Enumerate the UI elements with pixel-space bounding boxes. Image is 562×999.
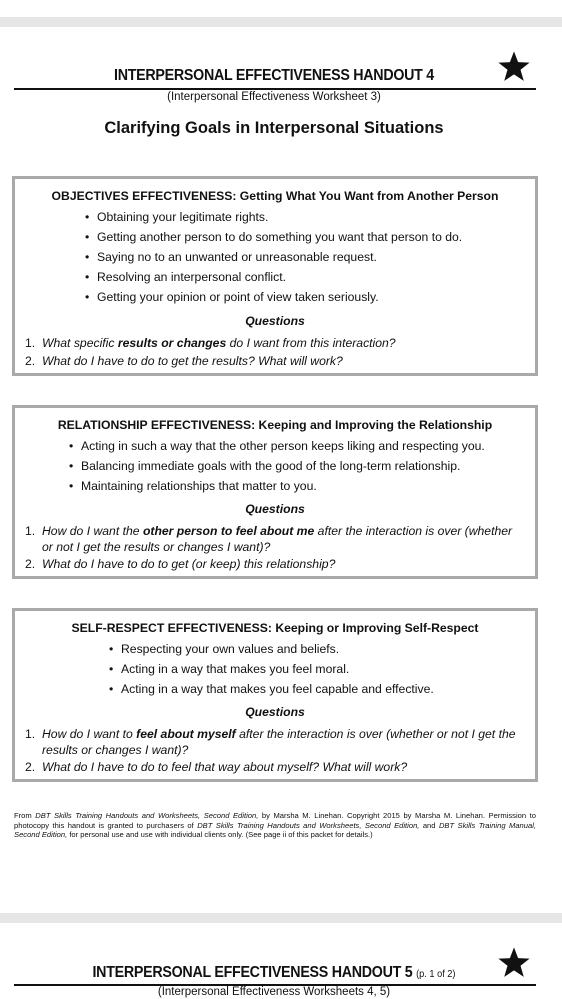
- question-number: 2.: [25, 557, 36, 571]
- relationship-question-1: 1. How do I want the other person to feel about me after the interaction is over (whether or not I get the results or changes I want)?: [25, 524, 513, 554]
- list-item: • Maintaining relationships that matter to you.: [81, 479, 317, 493]
- list-item: • Getting your opinion or point of view taken seriously.: [97, 290, 379, 304]
- star-icon: [497, 946, 531, 980]
- question-number: 1.: [25, 524, 36, 538]
- copyright-footer: From DBT Skills Training Handouts and Worksheets, Second Edition, by Marsha M. Linehan. Copyright 2015 by Marsha M. Linehan. Permission to photocopy this handout is granted to purchasers of DBT Skills Training Handouts and Worksheets, Second Edition, and DBT Skills Training Manual, Second Edition, for personal use and use with individual clients only. (See page ii of this packet for details.): [14, 811, 537, 840]
- question-number: 1.: [25, 727, 36, 741]
- page-title: Clarifying Goals in Interpersonal Situations: [104, 119, 444, 137]
- question-number: 2.: [25, 760, 36, 774]
- selfrespect-question-2: 2. What do I have to do to feel that way about myself? What will work?: [25, 760, 408, 774]
- handout5-subtitle: (Interpersonal Effectiveness Worksheets 4, 5): [157, 986, 391, 998]
- objectives-box: [12, 176, 538, 376]
- handout4-title: INTERPERSONAL EFFECTIVENESS HANDOUT 4: [114, 67, 434, 84]
- page-break-band: [0, 913, 562, 923]
- list-item: • Acting in a way that makes you feel moral.: [121, 662, 349, 676]
- list-item: • Getting another person to do something you want that person to do.: [97, 230, 462, 244]
- objectives-heading: OBJECTIVES EFFECTIVENESS: Getting What You Want from Another Person: [51, 189, 499, 203]
- selfrespect-question-1: 1. How do I want to feel about myself after the interaction is over (whether or not I get the results or changes I want)?: [25, 727, 516, 757]
- question-number: 2.: [25, 354, 36, 368]
- page-note: (p. 1 of 2): [416, 969, 456, 980]
- relationship-question-2: 2. What do I have to do to get (or keep) this relationship?: [25, 557, 336, 571]
- objectives-questions-heading: Questions: [245, 314, 305, 328]
- star-icon: [497, 50, 531, 84]
- list-item: • Saying no to an unwanted or unreasonable request.: [97, 250, 377, 264]
- list-item: • Acting in such a way that the other person keeps liking and respecting you.: [81, 439, 485, 453]
- selfrespect-questions-heading: Questions: [245, 705, 305, 719]
- relationship-heading: RELATIONSHIP EFFECTIVENESS: Keeping and Improving the Relationship: [57, 418, 493, 432]
- question-number: 1.: [25, 336, 36, 350]
- selfrespect-heading: SELF-RESPECT EFFECTIVENESS: Keeping or Improving Self-Respect: [71, 621, 479, 635]
- selfrespect-box: [12, 608, 538, 782]
- list-item: • Acting in a way that makes you feel capable and effective.: [121, 682, 434, 696]
- list-item: • Respecting your own values and beliefs.: [121, 642, 339, 656]
- list-item: • Obtaining your legitimate rights.: [97, 210, 268, 224]
- relationship-box: [12, 405, 538, 579]
- handout4-subtitle: (Interpersonal Effectiveness Worksheet 3): [167, 91, 381, 103]
- objectives-question-1: 1. What specific results or changes do I want from this interaction?: [25, 336, 396, 350]
- relationship-questions-heading: Questions: [245, 502, 305, 516]
- header-rule: [14, 88, 536, 90]
- list-item: • Balancing immediate goals with the good of the long-term relationship.: [81, 459, 460, 473]
- page-top-band: [0, 17, 562, 27]
- objectives-question-2: 2. What do I have to do to get the results? What will work?: [25, 354, 343, 368]
- list-item: • Resolving an interpersonal conflict.: [97, 270, 286, 284]
- handout5-title: INTERPERSONAL EFFECTIVENESS HANDOUT 5 (p. 1 of 2): [92, 964, 456, 981]
